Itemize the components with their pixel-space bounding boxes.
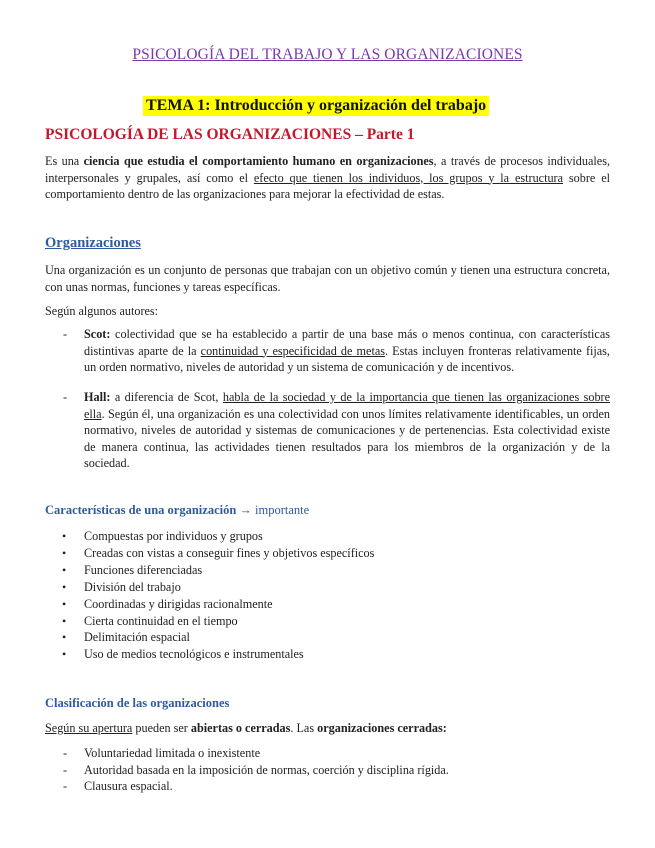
author-scot: - Scot: colectividad que se ha establecido a partir de una base más o menos continua, con características distintivas aparte de la continuidad y especificidad de metas. Estas incluyen fronteras relativamente fijas, un orden normativo, niveles de autoridad y un sistema de comunicación y de incentivos. <box>63 327 610 374</box>
bullet-icon: • <box>62 613 67 628</box>
author-name-hall: Hall: <box>84 390 111 404</box>
list-item: • Cierta continuidad en el tiempo <box>62 613 238 628</box>
organizaciones-heading: Organizaciones <box>45 235 141 251</box>
list-item: - Voluntariedad limitada o inexistente <box>63 746 261 760</box>
list-item: - Clausura espacial. <box>63 779 173 793</box>
authors-list-2 <box>45 389 610 472</box>
list-item: • División del trabajo <box>62 579 181 594</box>
clasificacion-intro: Según su apertura pueden ser abiertas o cerradas. Las organizaciones cerradas: <box>45 721 447 735</box>
list-item: • Delimitación espacial <box>62 630 190 645</box>
dash-marker: - <box>63 779 68 793</box>
list-item: - Autoridad basada en la imposición de normas, coerción y disciplina rígida. <box>63 762 449 777</box>
intro-underlined-phrase: efecto que tienen los individuos, los grupos y la estructura <box>253 170 564 185</box>
bullet-icon: • <box>62 545 67 560</box>
bullet-icon: • <box>62 596 67 611</box>
list-item: • Creadas con vistas a conseguir fines y objetivos específicos <box>62 545 375 560</box>
topic-title: TEMA 1: Introducción y organización del trabajo <box>143 96 489 116</box>
caracteristicas-list <box>45 528 374 663</box>
intro-paragraph: Es una ciencia que estudia el comportamiento humano en organizaciones, a través de procesos individuales, interpersonales y grupales, así como el efecto que tienen los individuos, los grupos y la estructura sobre el comportamiento dentro de las organizaciones para mejorar la efectividad de estas. <box>45 154 610 201</box>
intro-bold-definition: ciencia que estudia el comportamiento humano en organizaciones <box>83 154 434 168</box>
list-item: • Coordinadas y dirigidas racionalmente <box>62 596 273 611</box>
bullet-icon: • <box>62 630 67 645</box>
dash-marker: - <box>63 746 68 760</box>
section-title: PSICOLOGÍA DE LAS ORGANIZACIONES – Parte 1 <box>45 126 415 143</box>
bullet-icon: • <box>62 529 67 543</box>
author-name-scot: Scot: <box>84 327 111 341</box>
arrow-icon: → <box>236 503 256 517</box>
dash-marker: - <box>63 390 68 404</box>
author-hall: - Hall: a diferencia de Scot, habla de la sociedad y de la importancia que tienen las organizaciones sobre ella. Según él, una organización es una colectividad con unos límites relativamente identificables, un orden normativo, niveles de autoridad y sistemas de comunicaciones y de pertenencias. Esta colectividad existe de manera continua, las actividades tienen resultados para los miembros de la organización y de la sociedad. <box>63 390 611 470</box>
list-item: • Funciones diferenciadas <box>62 562 203 577</box>
organizaciones-cerradas-list <box>45 745 610 795</box>
dash-marker: - <box>63 327 68 341</box>
bullet-icon: • <box>62 562 67 577</box>
list-item: • Compuestas por individuos y grupos <box>62 529 263 543</box>
bullet-icon: • <box>62 579 67 594</box>
organizacion-definition: Una organización es un conjunto de personas que trabajan con un objetivo común y tienen una estructura concreta, con unas normas, funciones y tareas específicas. <box>45 263 610 294</box>
clasificacion-heading: Clasificación de las organizaciones <box>45 696 230 710</box>
bullet-icon: • <box>62 647 67 662</box>
list-item: • Uso de medios tecnológicos e instrumentales <box>62 647 304 662</box>
authors-list <box>45 326 610 376</box>
document-title: PSICOLOGÍA DEL TRABAJO Y LAS ORGANIZACIONES <box>132 46 523 63</box>
caracteristicas-heading: Características de una organización → importante <box>45 503 310 517</box>
authors-intro: Según algunos autores: <box>45 304 159 318</box>
dash-marker: - <box>63 762 68 777</box>
